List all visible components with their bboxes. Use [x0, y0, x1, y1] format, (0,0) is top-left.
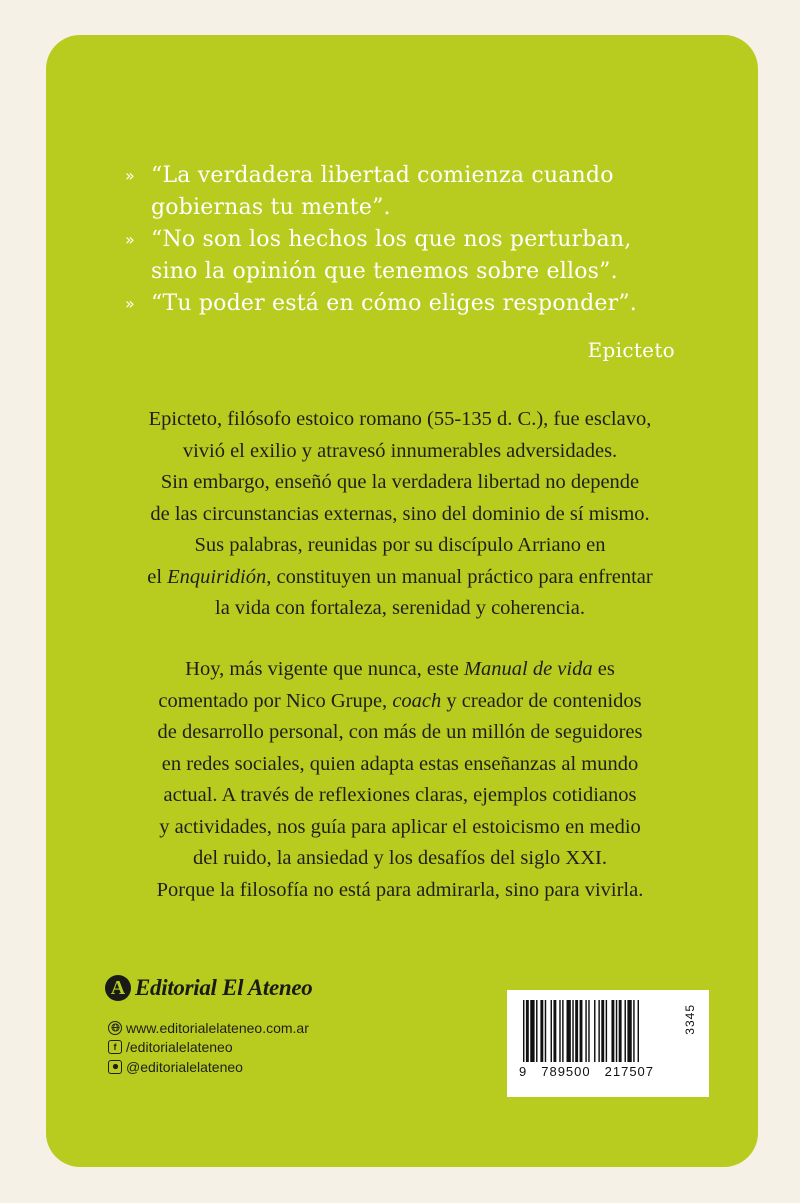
barcode-bar	[530, 1000, 534, 1062]
text-line: vivió el exilio y atravesó innumerables adversidades.	[182, 439, 618, 462]
text-line: Epicteto, filósofo estoico romano (55-135 d. C.), fue esclavo,	[148, 408, 652, 430]
barcode-bar	[551, 1000, 552, 1062]
book-title-enquiridion: Enquiridión	[167, 565, 267, 588]
barcode-bar	[545, 1000, 546, 1062]
text-line	[100, 654, 700, 686]
text-line: de desarrollo personal, con más de un millón de seguidores	[157, 721, 643, 743]
barcode-bar	[611, 1000, 614, 1062]
text-line	[100, 686, 700, 718]
barcode-bar	[575, 1000, 578, 1062]
description-paragraph-1	[100, 404, 700, 625]
isbn-prefix: 9	[519, 1064, 528, 1079]
globe-icon	[108, 1021, 122, 1035]
barcode-bar	[523, 1000, 524, 1062]
barcode-bar	[553, 1000, 556, 1062]
barcode-bar	[594, 1000, 595, 1062]
text-line: de las circunstancias externas, sino del dominio de sí mismo.	[150, 502, 650, 525]
text-span: y creador de contenidos	[441, 689, 642, 712]
quote-item	[125, 160, 705, 224]
text-line: Sin embargo, enseñó que la verdadera libertad no depende	[160, 471, 640, 493]
text-line	[100, 562, 700, 594]
barcode-bar	[540, 1000, 543, 1062]
contact-list	[108, 1018, 309, 1077]
quote-item	[125, 224, 705, 288]
description-paragraph-2	[100, 654, 700, 906]
barcode-bar	[536, 1000, 537, 1062]
barcode-bar	[588, 1000, 589, 1062]
isbn-group-1: 789500	[541, 1064, 591, 1079]
quote-bullet-icon: »	[125, 166, 135, 185]
quote-line: “No son los hechos los que nos perturban,	[151, 227, 632, 252]
text-line: Sus palabras, reunidas por su discípulo Arriano en	[194, 534, 606, 556]
barcode-bar	[619, 1000, 622, 1062]
instagram-icon	[108, 1060, 122, 1074]
text-line: actual. A través de reflexiones claras, ejemplos cotidianos	[163, 784, 637, 806]
quote-item	[125, 288, 705, 320]
coach-term: coach	[392, 689, 442, 712]
book-title-manual: Manual de vida	[463, 658, 593, 680]
facebook-link[interactable]: /editorialelateneo	[126, 1039, 233, 1056]
barcode-bar	[559, 1000, 560, 1062]
text-line: en redes sociales, quien adapta estas enseñanzas al mundo	[161, 752, 639, 775]
publisher-mark-icon: A	[105, 975, 131, 1001]
text-span: es	[592, 658, 615, 680]
barcode-bar	[567, 1000, 571, 1062]
quotes-block	[125, 160, 705, 320]
quote-line: sino la opinión que tenemos sobre ellos”.	[151, 259, 618, 284]
barcode-bar	[633, 1000, 634, 1062]
quote-line: gobiernas tu mente”.	[151, 195, 391, 220]
contact-web	[108, 1018, 309, 1038]
text-line: y actividades, nos guía para aplicar el estoicismo en medio	[159, 815, 641, 838]
quote-bullet-icon: »	[125, 230, 135, 249]
text-span: Hoy, más vigente que nunca, este	[185, 658, 464, 680]
text-span: , constituyen un manual práctico para enfrentar	[266, 565, 653, 588]
facebook-icon: f	[108, 1040, 122, 1054]
isbn-barcode	[507, 990, 709, 1097]
barcode-bar	[606, 1000, 607, 1062]
quote-line: “La verdadera libertad comienza cuando	[151, 163, 614, 188]
barcode-bar	[627, 1000, 631, 1062]
text-span: comentado por Nico Grupe,	[158, 689, 393, 712]
publisher-logo	[105, 975, 312, 1001]
barcode-bar	[585, 1000, 586, 1062]
barcode-bar	[526, 1000, 529, 1062]
text-span: el	[147, 565, 168, 588]
text-line: la vida con fortaleza, serenidad y coherencia.	[215, 597, 585, 619]
barcode-bar	[572, 1000, 573, 1062]
quote-author: Epicteto	[587, 338, 675, 362]
barcode-side-code: 3345	[683, 1004, 697, 1035]
quote-line: “Tu poder está en cómo eliges responder”.	[151, 291, 637, 316]
barcode-bar	[638, 1000, 639, 1062]
isbn-group-2: 217507	[604, 1064, 655, 1079]
barcode-bar	[616, 1000, 617, 1062]
barcode-bars	[523, 1000, 683, 1064]
barcode-bar	[598, 1000, 599, 1062]
isbn-number	[519, 1064, 654, 1079]
website-link[interactable]: www.editorialelateneo.com.ar	[126, 1019, 309, 1036]
contact-instagram	[108, 1057, 309, 1077]
barcode-bar	[562, 1000, 563, 1062]
publisher-name: Editorial El Ateneo	[135, 975, 313, 1000]
text-line: Porque la filosofía no está para admirarla, sino para vivirla.	[156, 878, 644, 901]
barcode-bar	[601, 1000, 604, 1062]
contact-facebook	[108, 1038, 309, 1058]
instagram-link[interactable]: @editorialelateneo	[126, 1058, 243, 1075]
text-line: del ruido, la ansiedad y los desafíos del siglo XXI.	[193, 847, 607, 869]
barcode-bar	[580, 1000, 583, 1062]
barcode-bar	[625, 1000, 626, 1062]
quote-bullet-icon: »	[125, 294, 135, 313]
